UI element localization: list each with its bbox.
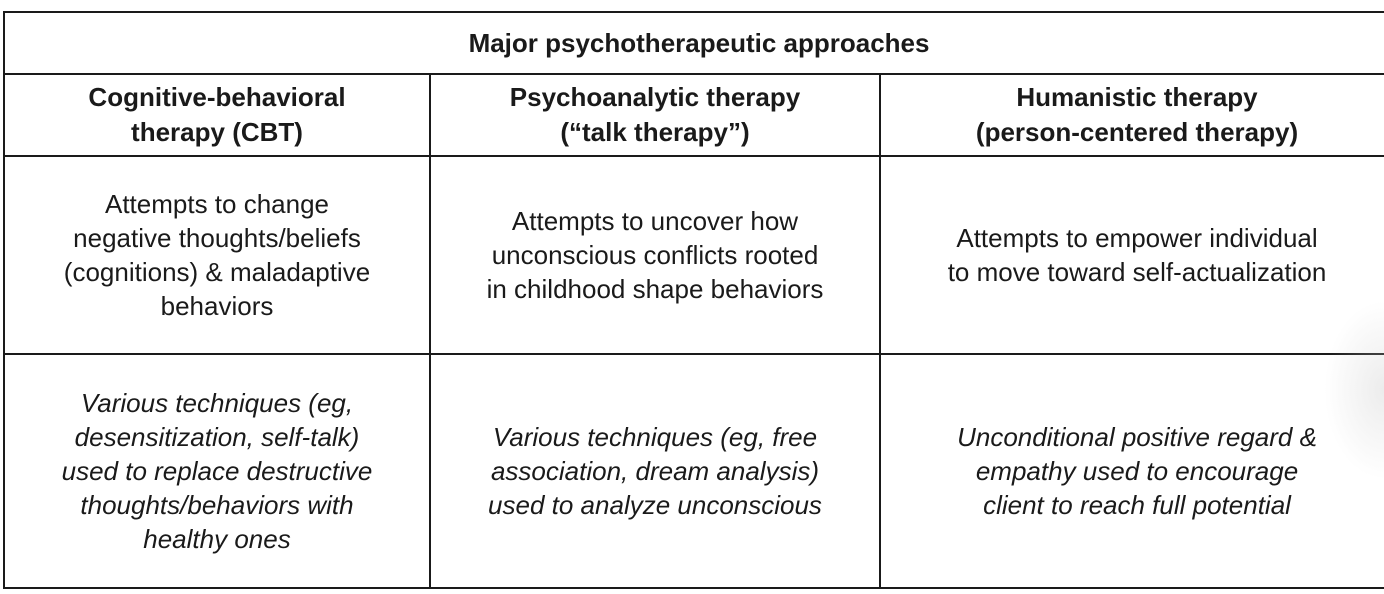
description-humanistic <box>880 156 1384 354</box>
table-title-row <box>4 12 1384 74</box>
description-psychoanalytic <box>430 156 880 354</box>
approaches-table-container <box>3 11 1384 589</box>
table-title: Major psychotherapeutic approaches <box>4 12 1384 74</box>
header-line: Cognitive-behavioral <box>88 82 346 112</box>
description-line: Attempts to change <box>104 189 330 219</box>
techniques-line: empathy used to encourage <box>975 456 1299 486</box>
header-psychoanalytic <box>430 74 880 156</box>
header-cbt <box>4 74 430 156</box>
header-line: Humanistic therapy <box>1016 82 1258 112</box>
techniques-line: Unconditional positive regard & <box>957 422 1317 452</box>
description-line: (cognitions) & maladaptive <box>63 257 371 287</box>
header-line: therapy (CBT) <box>131 117 303 147</box>
techniques-humanistic <box>880 354 1384 588</box>
header-line: (person-centered therapy) <box>975 117 1299 147</box>
techniques-cbt <box>4 354 430 588</box>
techniques-line: Various techniques (eg, <box>80 388 354 418</box>
techniques-line: desensitization, self-talk) <box>74 422 360 452</box>
description-line: negative thoughts/beliefs <box>73 223 361 253</box>
description-line: Attempts to empower individual <box>956 223 1318 253</box>
approaches-table <box>3 11 1384 589</box>
techniques-psychoanalytic <box>430 354 880 588</box>
techniques-line: association, dream analysis) <box>490 456 820 486</box>
table-header-row <box>4 74 1384 156</box>
description-line: in childhood shape behaviors <box>486 274 824 304</box>
techniques-line: used to replace destructive <box>61 456 373 486</box>
description-line: unconscious conflicts rooted <box>491 240 819 270</box>
techniques-line: Various techniques (eg, free <box>492 422 818 452</box>
techniques-line: thoughts/behaviors with <box>80 490 354 520</box>
techniques-line: client to reach full potential <box>983 490 1291 520</box>
description-row <box>4 156 1384 354</box>
techniques-row <box>4 354 1384 588</box>
header-humanistic <box>880 74 1384 156</box>
techniques-line: healthy ones <box>143 524 291 554</box>
description-cbt <box>4 156 430 354</box>
description-line: Attempts to uncover how <box>511 206 799 236</box>
techniques-line: used to analyze unconscious <box>488 490 822 520</box>
header-line: Psychoanalytic therapy <box>509 82 801 112</box>
description-line: behaviors <box>160 291 274 321</box>
description-line: to move toward self-actualization <box>947 257 1327 287</box>
header-line: (“talk therapy”) <box>560 117 750 147</box>
